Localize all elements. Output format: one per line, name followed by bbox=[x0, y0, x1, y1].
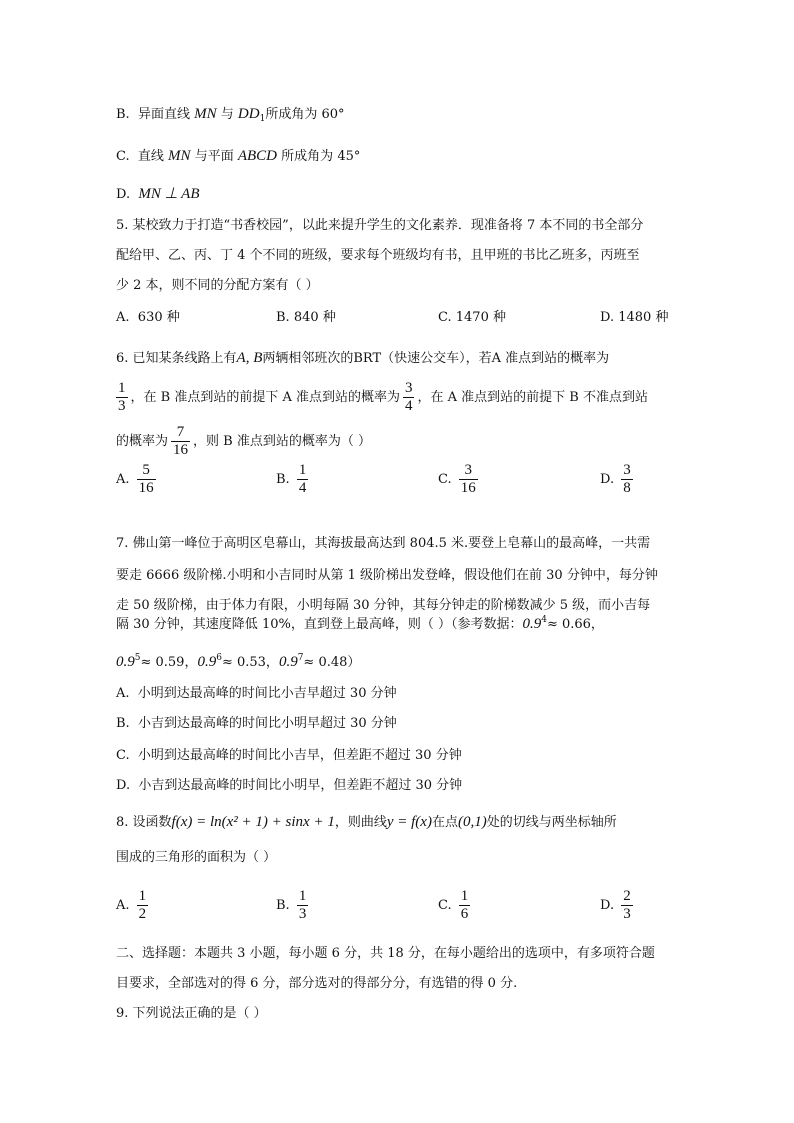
q8-option-b: B. $\frac{1}{3}$ bbox=[276, 888, 307, 922]
q7-line-4: 隔 30 分钟，其速度降低 10%，直到登上最高峰，则（ ）（参考数据：$0.9^4\approx 0.66$， bbox=[116, 615, 604, 632]
q5-option-a: A. 630 种 bbox=[116, 310, 180, 325]
q6-option-d: D. $\frac{3}{8}$ bbox=[600, 462, 631, 496]
fraction: $\frac{3}{4}$ bbox=[404, 380, 413, 414]
section-2-line-1: 二、选择题：本题共 3 小题，每小题 6 分，共 18 分，在每小题给出的选项中，有多项符合题 bbox=[116, 946, 655, 961]
q4-option-c: C. 直线 MN 与平面 ABCD 所成角为 45° bbox=[116, 148, 361, 164]
q6-option-b: B. $\frac{1}{4}$ bbox=[276, 462, 307, 496]
fraction: $\frac{7}{16}$ bbox=[173, 424, 189, 458]
q7-line-2: 要走 6666 级阶梯.小明和小吉同时从第 1 级阶梯出发登峰，假设他们在前 30 分钟中，每分钟 bbox=[116, 568, 658, 583]
q8-option-c: C. $\frac{1}{6}$ bbox=[438, 888, 469, 922]
q6-line-2: $\frac{1}{3}$ ，在 B 准点到站的前提下 A 准点到站的概率为 $\frac{3}{4}$ ，在 A 准点到站的前提下 B 不准点到站 bbox=[118, 380, 648, 414]
q7-line-3: 走 50 级阶梯，由于体力有限，小明每隔 30 分钟，其每分钟走的阶梯数减少 5 级，而小吉每 bbox=[116, 598, 651, 613]
q7-option-c: C. 小明到达最高峰的时间比小吉早，但差距不超过 30 分钟 bbox=[116, 748, 462, 763]
q7-line-1: 7. 佛山第一峰位于高明区皂幕山，其海拔最高达到 804.5 米.要登上皂幕山的最高峰，一共需 bbox=[116, 536, 651, 551]
q6-line-1: 6. 已知某条线路上有A, B两辆相邻班次的BRT（快速公交车），若A 准点到站的概率为 bbox=[116, 350, 610, 366]
q4-option-d: D. MN ⊥ AB bbox=[116, 186, 200, 202]
q8-option-d: D. $\frac{2}{3}$ bbox=[600, 888, 631, 922]
q4-option-b: B. 异面直线 MN 与 $DD_1$所成角为 60° bbox=[116, 106, 345, 124]
q7-line-5: $0.9^5\approx 0.59$，$0.9^6\approx 0.53$，$0.9^7\approx 0.48$） bbox=[116, 653, 361, 670]
q5-line-2: 配给甲、乙、丙、丁 4 个不同的班级，要求每个班级均有书，且甲班的书比乙班多，丙班至 bbox=[116, 248, 640, 263]
q5-option-d: D. 1480 种 bbox=[600, 310, 669, 325]
q5-line-1: 5. 某校致力于打造“书香校园”，以此来提升学生的文化素养．现准备将 7 本不同的书全部分 bbox=[116, 218, 644, 233]
q5-line-3: 少 2 本，则不同的分配方案有（ ） bbox=[116, 278, 319, 293]
fraction: $\frac{1}{3}$ bbox=[118, 380, 126, 414]
q8-line-1: 8. 设函数f(x) = ln(x² + 1) + sinx + 1，则曲线y = f(x)在点(0,1)处的切线与两坐标轴所 bbox=[116, 814, 617, 830]
q5-option-b: B. 840 种 bbox=[276, 310, 336, 325]
q8-option-a: A. $\frac{1}{2}$ bbox=[116, 888, 147, 922]
q5-option-c: C. 1470 种 bbox=[438, 310, 506, 325]
q6-line-3: 的概率为 $\frac{7}{16}$ ，则 B 准点到站的概率为（ ） bbox=[116, 424, 371, 458]
q8-line-2: 围成的三角形的面积为（ ） bbox=[116, 850, 277, 865]
q6-option-c: C. $\frac{3}{16}$ bbox=[438, 462, 476, 496]
q9-line-1: 9. 下列说法正确的是（ ） bbox=[116, 1006, 267, 1021]
q7-option-b: B. 小吉到达最高峰的时间比小明早超过 30 分钟 bbox=[116, 716, 397, 731]
q7-option-a: A. 小明到达最高峰的时间比小吉早超过 30 分钟 bbox=[116, 686, 397, 701]
q6-option-a: A. $\frac{5}{16}$ bbox=[116, 462, 154, 496]
section-2-line-2: 目要求，全部选对的得 6 分，部分选对的得部分分，有选错的得 0 分. bbox=[116, 976, 518, 991]
q7-option-d: D. 小吉到达最高峰的时间比小明早，但差距不超过 30 分钟 bbox=[116, 778, 463, 793]
